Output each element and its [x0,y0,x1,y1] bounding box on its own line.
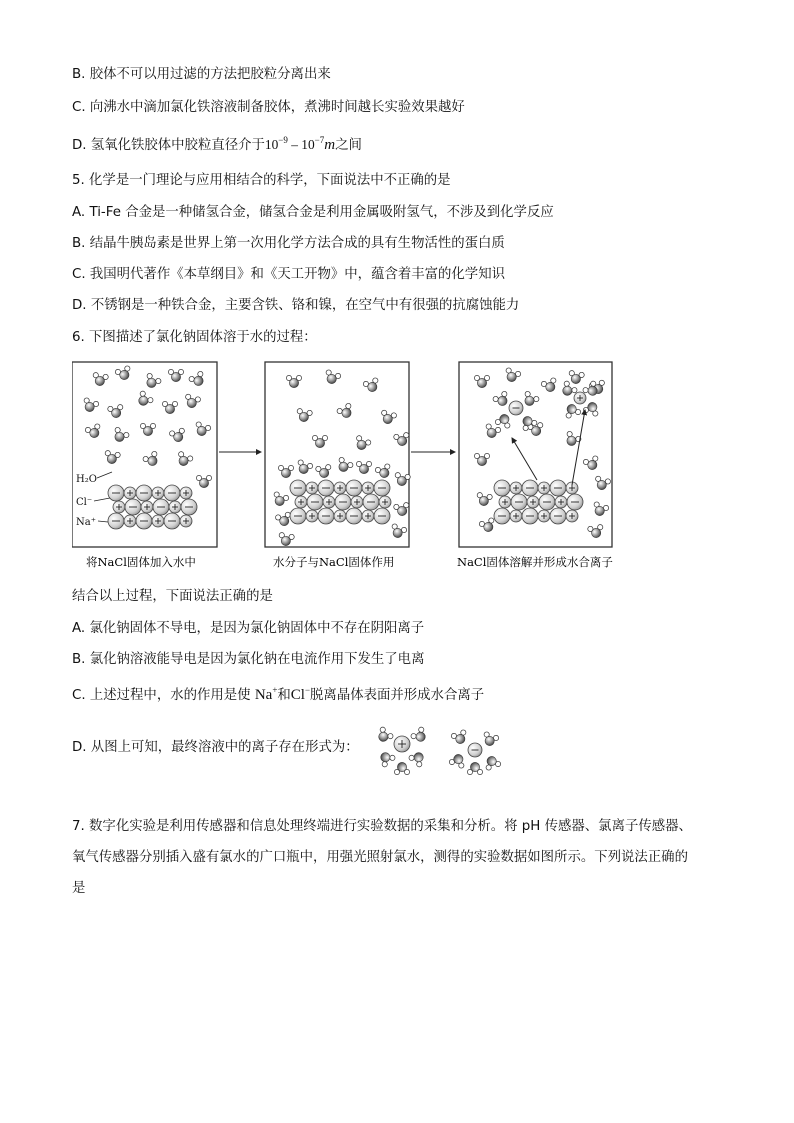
chloride-ion [509,401,523,415]
oxygen-atom [377,730,390,743]
option-b-q6: B. 氯化钠溶液能导电是因为氯化钠在电流作用下发生了电离 [72,652,425,667]
option-b-q5: B. 结晶牛胰岛素是世界上第一次用化学方法合成的具有生物活性的蛋白质 [72,236,505,251]
sodium-ion [527,496,539,508]
sodium-ion [574,392,586,404]
sodium-ion [334,482,346,494]
chloride-ion [318,480,334,496]
chloride-ion [550,480,566,496]
chloride-ion [374,508,390,524]
oxygen-atom [165,404,174,413]
oxygen-atom [397,762,406,771]
water-molecule [375,726,394,745]
label-h2o: H₂O [76,474,97,485]
chloride-ion [550,508,566,524]
chloride-ion [494,480,510,496]
caption-2: 水分子与NaCl固体作用 [273,555,395,569]
oxygen-atom [281,468,290,477]
question-6-prompt: 结合以上过程，下面说法正确的是 [72,589,273,604]
chloride-ion [494,508,510,524]
oxygen-atom [412,751,425,764]
sodium-ion [379,496,391,508]
option-c-q6: C. 上述过程中，水的作用是使 Na+和Cl−脱离晶体表面并形成水合离子 [72,685,485,703]
sodium-ion [180,487,192,499]
chloride-ion [522,508,538,524]
water-molecule [377,749,396,768]
oxygen-atom [414,730,427,743]
sodium-ion [169,501,181,513]
sodium-ion [334,510,346,522]
sodium-ion [295,496,307,508]
oxygen-atom [315,438,324,447]
chloride-ion [108,513,124,529]
water-molecule [408,749,427,768]
chloride-ion [468,743,482,757]
oxygen-atom [289,378,298,387]
oxygen-atom [359,464,368,473]
sodium-ion [362,510,374,522]
sodium-ion [394,736,410,752]
chloride-ion [567,494,583,510]
chloride-ion [346,508,362,524]
chloride-ion [136,485,152,501]
chloride-ion [153,499,169,515]
oxygen-atom [171,372,180,381]
chloride-ion [539,494,555,510]
oxygen-atom [477,456,486,465]
sodium-ion [510,482,522,494]
question-7-line-1: 7. 数字化实验是利用传感器和信息处理终端进行实验数据的采集和分析。将 pH 传感器、氯离子传感器、 [72,819,692,834]
water-molecule [483,754,501,771]
oxygen-atom [199,478,208,487]
sodium-ion [113,501,125,513]
question-7-line-2: 氧气传感器分别插入盛有氯水的广口瓶中，用强光照射氯水，测得的实验数据如图所示。下列说法正确的 [72,850,688,865]
chloride-ion [290,508,306,524]
option-c-q5: C. 我国明代著作《本草纲目》和《天工开物》中，蕴含着丰富的化学知识 [72,267,505,282]
sodium-ion [323,496,335,508]
chloride-ion [290,480,306,496]
sodium-ion [555,496,567,508]
option-b-q4: B. 胶体不可以用过滤的方法把胶粒分离出来 [72,67,331,82]
chloride-ion [164,485,180,501]
sodium-ion [566,510,578,522]
caption-3: NaCl固体溶解并形成水合离子 [457,555,613,569]
chloride-ion [335,494,351,510]
chloride-ion [125,499,141,515]
sodium-ion [152,487,164,499]
option-d-q6: D. 从图上可知，最终溶液中的离子存在形式为： [72,740,359,755]
option-d-q5: D. 不锈钢是一种铁合金，主要含铁、铬和镍，在空气中有很强的抗腐蚀能力 [72,298,520,313]
sodium-ion [124,515,136,527]
label-na: Na⁺ [76,517,96,528]
sodium-ion [141,501,153,513]
oxygen-atom [477,378,486,387]
chloride-ion [363,494,379,510]
sodium-ion [180,515,192,527]
option-a-q6: A. 氯化钠固体不导电，是因为氯化钠固体中不存在阴阳离子 [72,621,425,636]
water-molecule [449,752,467,769]
option-d-q4: D. 氢氧化铁胶体中胶粒直径介于$10^{-9} - 10^{-7}m$之间 [72,135,362,153]
chloride-ion [318,508,334,524]
chloride-ion [307,494,323,510]
hydrated-ions-figure [372,720,512,780]
sodium-ion [306,482,318,494]
chloride-ion [181,499,197,515]
sodium-ion [152,515,164,527]
water-molecule [481,731,499,748]
caption-1: 将NaCl固体加入水中 [86,555,196,569]
nacl-dissolution-figure [72,360,632,575]
question-5: 5. 化学是一门理论与应用相结合的科学，下面说法中不正确的是 [72,173,451,188]
chloride-ion [346,480,362,496]
chloride-ion [136,513,152,529]
option-c-q4: C. 向沸水中滴加氯化铁溶液制备胶体，煮沸时间越长实验效果越好 [72,100,465,115]
water-molecule [451,729,469,746]
sodium-ion [124,487,136,499]
chloride-ion [511,494,527,510]
sodium-ion [499,496,511,508]
sodium-ion [538,510,550,522]
water-molecule [410,726,429,745]
oxygen-atom [379,751,392,764]
chloride-ion [108,485,124,501]
question-7-line-3: 是 [72,881,86,896]
water-molecule [467,762,482,774]
sodium-ion [362,482,374,494]
water-molecule [394,762,409,774]
sodium-ion [538,482,550,494]
chloride-ion [164,513,180,529]
oxygen-atom [470,762,479,771]
sodium-ion [306,510,318,522]
sodium-ion [510,510,522,522]
oxygen-atom [143,426,152,435]
chloride-ion [374,480,390,496]
option-a-q5: A. Ti-Fe 合金是一种储氢合金，储氢合金是利用金属吸附氢气，不涉及到化学反应 [72,205,554,220]
sodium-ion [351,496,363,508]
label-cl: Cl⁻ [76,497,93,508]
chloride-ion [522,480,538,496]
question-6: 6. 下图描述了氯化钠固体溶于水的过程： [72,330,317,345]
